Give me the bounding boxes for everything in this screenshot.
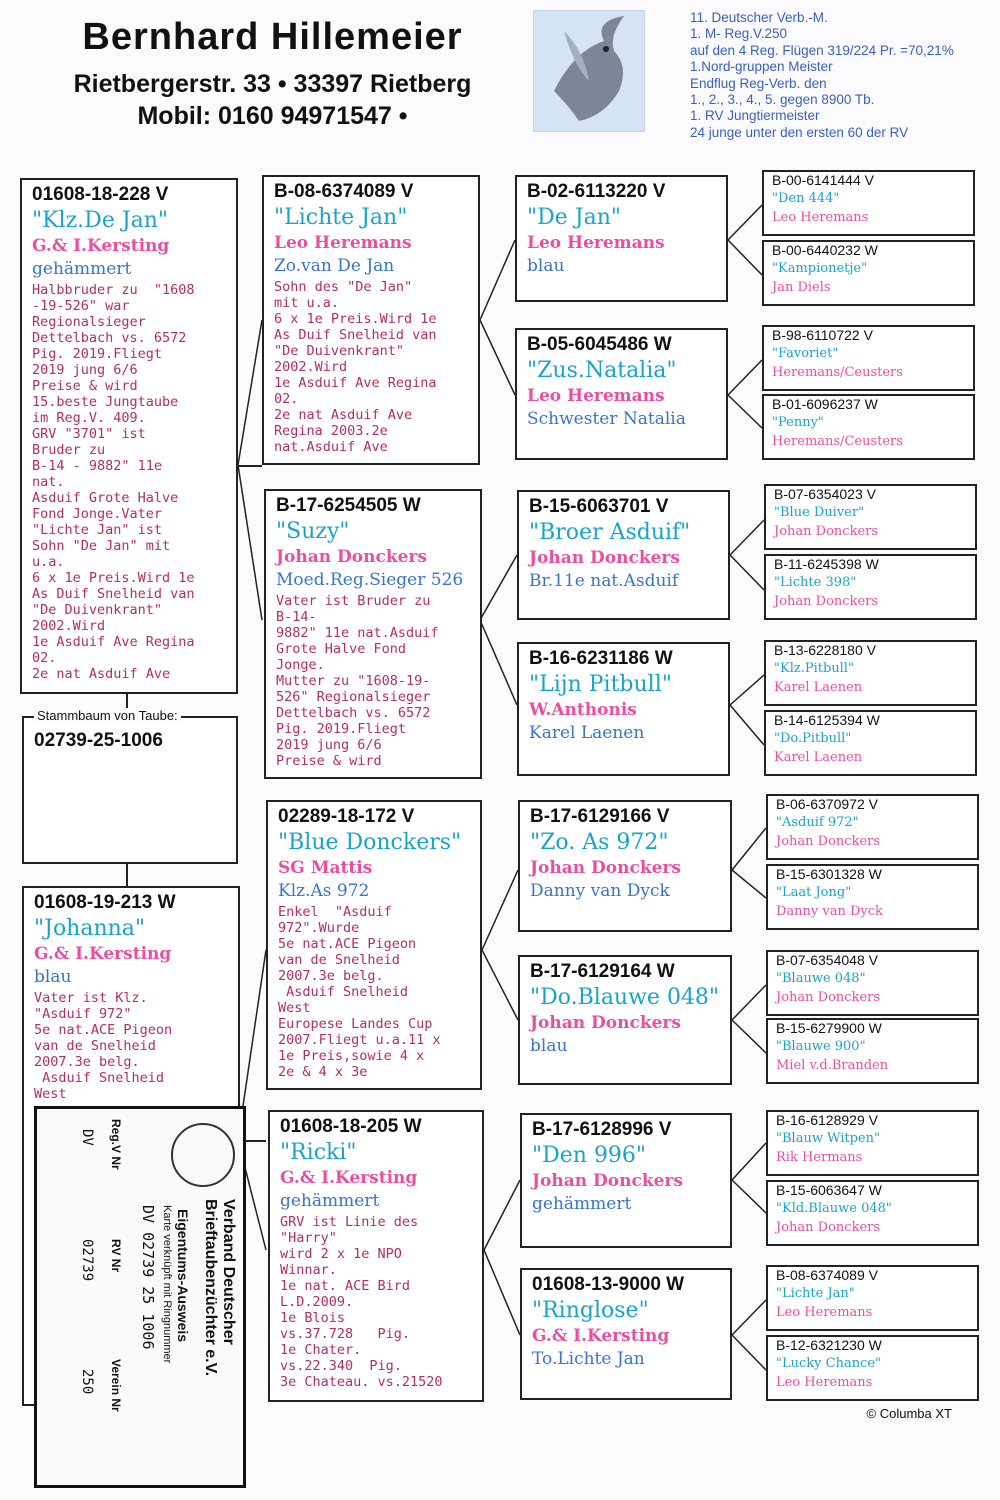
ring-number: B-98-6110722 V (772, 327, 873, 343)
pigeon-name: "Blue Duiver" (774, 505, 865, 520)
pigeon-color: To.Lichte Jan (532, 1349, 645, 1369)
ring-number: 02289-18-172 V (278, 806, 415, 827)
pigeon-card-gen3 (518, 800, 732, 932)
pigeon-card-gen3 (515, 175, 728, 302)
footer-copyright: © Columba XT (866, 1406, 952, 1421)
breeder: Johan Donckers (776, 834, 881, 849)
pigeon-name: "Den 996" (532, 1143, 647, 1168)
pigeon-name: "Suzy" (276, 519, 350, 544)
breeder: Jan Diels (772, 280, 831, 295)
pigeon-card-gen2 (264, 489, 482, 779)
breeder-mobile: Mobil: 0160 94971547 • (137, 102, 408, 130)
pigeon-name: "Do.Pitbull" (774, 731, 852, 746)
achievement-line: 1.Nord-gruppen Meister (690, 59, 833, 75)
pigeon-notes: Vater ist Bruder zu B-14- 9882" 11e nat.Asduif Grote Halve Fond Jonge. Mutter zu "1608-19- 526" Regionalsieger Dettelbach vs. 6572 Pig. 2019.Fliegt 2019 jung 6/6 Preise & wird (276, 593, 439, 769)
pigeon-color: gehämmert (280, 1191, 380, 1211)
breeder: Johan Donckers (774, 594, 879, 609)
pigeon-card-gen4 (762, 325, 975, 391)
pigeon-name: "Favoriet" (772, 346, 839, 361)
ring-number: B-15-6279900 W (776, 1020, 882, 1036)
ring-number: 01608-19-213 W (34, 892, 176, 913)
card-title (201, 1199, 237, 1376)
pigeon-card-gen4 (766, 794, 979, 860)
pigeon-card-gen4 (766, 950, 979, 1016)
pigeon-card-gen4 (766, 1335, 979, 1401)
card-field-value: 02739 (79, 1239, 95, 1282)
breeder: G.& I.Kersting (34, 944, 172, 964)
pigeon-card-gen4 (766, 1110, 979, 1176)
breeder: Johan Donckers (276, 547, 427, 567)
card-note: Karte verknüpft mit Ringnummer (161, 1205, 173, 1364)
breeder: SG Mattis (278, 858, 373, 878)
ring-number: B-08-6374089 V (776, 1267, 878, 1283)
card-title-line: Brieftaubenzüchter e.V. (202, 1199, 219, 1377)
pigeon-name: "Zo. As 972" (530, 830, 669, 855)
ring-number: B-00-6141444 V (772, 172, 874, 188)
pigeon-name: "Lichte 398" (774, 575, 857, 590)
pigeon-card-gen2 (266, 800, 482, 1090)
pigeon-card-gen4 (762, 240, 975, 306)
pigeon-card-gen3 (520, 1268, 732, 1400)
pigeon-name: "Blue Donckers" (278, 830, 462, 855)
pigeon-color: Karel Laenen (529, 723, 645, 743)
pigeon-name: "De Jan" (527, 205, 621, 230)
card-field-label: RV Nr (109, 1239, 123, 1273)
pigeon-color: blau (34, 967, 72, 987)
breeder: Leo Heremans (527, 386, 665, 406)
pigeon-color: Danny van Dyck (530, 881, 670, 901)
ownership-card (34, 1106, 246, 1488)
ring-number: B-05-6045486 W (527, 334, 672, 355)
achievement-line: 24 junge unter den ersten 60 der RV (690, 124, 909, 140)
ring-number: 01608-18-205 W (280, 1116, 422, 1137)
pigeon-card-gen2 (262, 175, 480, 465)
pigeon-name: "Kld.Blauwe 048" (776, 1201, 892, 1216)
ring-number: B-15-6063701 V (529, 496, 669, 517)
breeder: Leo Heremans (772, 210, 869, 225)
pigeon-name: "Blauwe 900" (776, 1039, 866, 1054)
stammbaum-label: Stammbaum von Taube: (34, 708, 181, 723)
ring-number: B-16-6128929 V (776, 1112, 878, 1128)
breeder: Leo Heremans (527, 233, 665, 253)
card-ring-number: DV 02739 25 1006 (139, 1205, 157, 1350)
breeder: Karel Laenen (774, 680, 863, 695)
achievement-line: 1. M- Reg.V.250 (690, 26, 788, 42)
breeder-name: Bernhard Hillemeier (82, 16, 463, 58)
pigeon-color: blau (530, 1036, 568, 1056)
pigeon-color: gehämmert (532, 1194, 632, 1214)
pigeon-name: "Klz.Pitbull" (774, 661, 854, 676)
pigeon-name: "Den 444" (772, 191, 840, 206)
ring-number: B-16-6231186 W (529, 648, 673, 669)
ring-number: B-14-6125394 W (774, 712, 880, 728)
breeder: W.Anthonis (529, 700, 637, 720)
pigeon-name: "Broer Asduif" (529, 520, 691, 545)
pigeon-name: "Lichte Jan" (274, 205, 408, 230)
pigeon-card-gen4 (762, 394, 975, 460)
pigeon-card-gen4 (762, 170, 975, 236)
pigeon-notes: Halbbruder zu "1608 -19-526" war Regionalsieger Dettelbach vs. 6572 Pig. 2019.Fliegt 2019 jung 6/6 Preise & wird 15.beste Jungtaube im Reg.V. 409. GRV "3701" ist Bruder zu B-14 - 9882" 11e nat. Asduif Grote Halve Fond Jonge.Vater "Lichte Jan" ist Sohn "De Jan" mit u.a. 6 x 1e Preis.Wird 1e As Duif Snelheid van "De Duivenkrant" 2002.Wird 1e Asduif Ave Regina 02. 2e nat Asduif Ave (32, 282, 195, 682)
ring-number: B-00-6440232 W (772, 242, 878, 258)
pigeon-color: Zo.van De Jan (274, 256, 395, 276)
pigeon-name: "Blauw Witpen" (776, 1131, 880, 1146)
breeder: Johan Donckers (776, 990, 881, 1005)
stammbaum-ring: 02739-25-1006 (34, 730, 163, 751)
pigeon-name: "Zus.Natalia" (527, 358, 677, 383)
breeder: Johan Donckers (532, 1171, 683, 1191)
ring-number: B-01-6096237 W (772, 396, 878, 412)
pigeon-color: Br.11e nat.Asduif (529, 571, 679, 591)
ring-number: B-11-6245398 W (774, 556, 879, 572)
pigeon-card-gen4 (764, 640, 977, 706)
pigeon-card-gen3 (517, 642, 730, 776)
pigeon-card-gen3 (518, 955, 732, 1085)
ring-number: 01608-13-9000 W (532, 1274, 685, 1295)
pigeon-card-gen3 (515, 328, 728, 460)
pigeon-card-gen4 (766, 1265, 979, 1331)
pigeon-card-gen4 (766, 864, 979, 930)
achievement-line: auf den 4 Reg. Flügen 319/224 Pr. =70,21% (690, 42, 954, 58)
ring-number: B-15-6301328 W (776, 866, 882, 882)
card-title-line: Verband Deutscher (220, 1199, 237, 1345)
pigeon-notes: Sohn des "De Jan" mit u.a. 6 x 1e Preis.Wird 1e As Duif Snelheid van "De Duivenkrant" 2002.Wird 1e Asduif Ave Regina 02. 2e nat Asduif Ave Regina 2003.2e nat.Asduif Ave (274, 279, 437, 455)
ring-number: 01608-18-228 V (32, 184, 169, 205)
pigeon-card-gen4 (764, 710, 977, 776)
breeder: Danny van Dyck (776, 904, 883, 919)
breeder: Johan Donckers (529, 548, 680, 568)
pigeon-card-gen3 (520, 1113, 732, 1248)
ring-number: B-02-6113220 V (527, 181, 666, 202)
pigeon-name: "Do.Blauwe 048" (530, 985, 720, 1010)
pigeon-card-gen4 (766, 1018, 979, 1084)
pigeon-color: blau (527, 256, 565, 276)
ownership-card-content (37, 1109, 243, 1485)
ring-number: B-15-6063647 W (776, 1182, 882, 1198)
breeder: Johan Donckers (774, 524, 879, 539)
ring-number: B-17-6129164 W (530, 961, 675, 982)
card-field-value: DV (79, 1129, 95, 1146)
ring-number: B-17-6254505 W (276, 495, 421, 516)
pigeon-card-gen2 (268, 1110, 484, 1402)
ring-number: B-07-6354023 V (774, 486, 876, 502)
pigeon-name: "Ricki" (280, 1140, 357, 1165)
breeder: Heremans/Ceusters (772, 434, 903, 449)
breeder: Miel v.d.Branden (776, 1058, 889, 1073)
card-subtitle: Eigentums-Ausweis (175, 1209, 191, 1343)
ring-number: B-17-6129166 V (530, 806, 670, 827)
achievement-line: 11. Deutscher Verb.-M. (690, 10, 828, 25)
achievement-line: 1., 2., 3., 4., 5. gegen 8900 Tb. (690, 92, 875, 108)
breeder: Rik Hermans (776, 1150, 863, 1165)
breeder: Johan Donckers (530, 858, 681, 878)
association-logo-icon (171, 1123, 235, 1187)
pigeon-name: "Klz.De Jan" (32, 208, 169, 233)
pigeon-name: "Laat Jong" (776, 885, 852, 900)
card-field-label: Verein Nr (109, 1359, 123, 1412)
pigeon-name: "Lichte Jan" (776, 1286, 855, 1301)
pigeon-name: "Lijn Pitbull" (529, 672, 672, 697)
pigeon-name: "Asduif 972" (776, 815, 859, 830)
pigeon-card-gen4 (766, 1180, 979, 1246)
ring-number: B-12-6321230 W (776, 1337, 882, 1353)
ring-number: B-17-6128996 V (532, 1119, 672, 1140)
pigeon-card-gen3 (517, 490, 730, 620)
card-field-value: 250 (79, 1369, 95, 1395)
breeder: G.& I.Kersting (32, 236, 170, 256)
pigeon-name: "Ringlose" (532, 1298, 649, 1323)
pigeon-notes: GRV ist Linie des "Harry" wird 2 x 1e NPO Winnar. 1e nat. ACE Bird L.D.2009. 1e Blois vs.37.728 Pig. 1e Chater. vs.22.340 Pig. 3e Chateau. vs.21520 (280, 1214, 443, 1390)
ring-number: B-08-6374089 V (274, 181, 414, 202)
pigeon-color: Moed.Reg.Sieger 526 (276, 570, 464, 590)
card-field-label: Reg.V Nr (109, 1119, 123, 1170)
pigeon-notes: Vater ist Klz. "Asduif 972" 5e nat.ACE Pigeon van de Snelheid 2007.3e belg. Asduif Snelheid West (34, 990, 173, 1102)
achievement-line: Endflug Reg-Verb. den (690, 75, 827, 91)
pigeon-name: "Johanna" (34, 916, 146, 941)
pigeon-name: "Penny" (772, 415, 824, 430)
pigeon-color: gehämmert (32, 259, 132, 279)
breeder: G.& I.Kersting (280, 1168, 418, 1188)
achievement-line: 1. RV Jungtiermeister (690, 108, 820, 124)
breeder: Leo Heremans (776, 1375, 873, 1390)
breeder: Heremans/Ceusters (772, 365, 903, 380)
pigeon-card-sire (20, 178, 238, 694)
pigeon-name: "Kampionetje" (772, 261, 868, 276)
breeder: Leo Heremans (776, 1305, 873, 1320)
pigeon-card-gen4 (764, 554, 977, 620)
pigeon-notes: Enkel "Asduif 972".Wurde 5e nat.ACE Pigeon van de Snelheid 2007.3e belg. Asduif Snelheid West Europese Landes Cup 2007.Fliegt u.a.11 x 1e Preis,sowie 4 x 2e & 4 x 3e (278, 904, 441, 1080)
breeder: Karel Laenen (774, 750, 863, 765)
breeder: Johan Donckers (530, 1013, 681, 1033)
ring-number: B-06-6370972 V (776, 796, 878, 812)
breeder: Leo Heremans (274, 233, 412, 253)
pigeon-color: Schwester Natalia (527, 409, 686, 429)
breeder-address: Rietbergerstr. 33 • 33397 Rietberg (73, 70, 472, 98)
pigeon-name: "Lucky Chance" (776, 1356, 882, 1371)
ring-number: B-13-6228180 V (774, 642, 876, 658)
ring-number: B-07-6354048 V (776, 952, 878, 968)
breeder: G.& I.Kersting (532, 1326, 670, 1346)
pigeon-card-gen4 (764, 484, 977, 550)
pigeon-color: Klz.As 972 (278, 881, 370, 901)
pigeon-name: "Blauwe 048" (776, 971, 866, 986)
breeder: Johan Donckers (776, 1220, 881, 1235)
